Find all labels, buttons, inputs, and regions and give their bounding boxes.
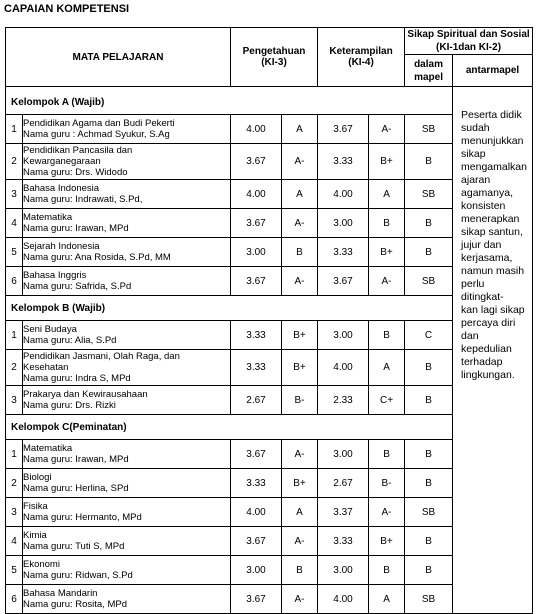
ki3-predicate: A	[282, 498, 318, 527]
ki4-predicate: B	[369, 209, 405, 238]
row-number: 3	[6, 386, 23, 415]
antarmapel-note-line: lingkungan.	[461, 369, 515, 381]
ki4-predicate: A	[369, 585, 405, 614]
ki3-score: 3.00	[231, 238, 282, 267]
antarmapel-note-line: menunjukkan	[461, 135, 524, 147]
ki4-predicate: B+	[369, 144, 405, 180]
header-antarmapel: antarmapel	[453, 55, 533, 87]
ki4-score: 3.00	[318, 440, 369, 469]
antarmapel-note-line: percaya diri dan	[461, 317, 516, 342]
sikap-dalam-mapel: SB	[405, 267, 453, 296]
ki4-predicate: B+	[369, 238, 405, 267]
subject-line: Sejarah Indonesia	[23, 241, 100, 252]
antarmapel-note-line: konsisten	[461, 200, 506, 212]
ki4-score: 4.00	[318, 585, 369, 614]
sikap-dalam-mapel: B	[405, 469, 453, 498]
antarmapel-note-line: agamanya,	[461, 187, 513, 199]
ki4-score: 4.00	[318, 180, 369, 209]
ki3-score: 2.67	[231, 386, 282, 415]
subject-line: Nama guru: Safrida, S.Pd	[23, 281, 132, 292]
header-sikap	[405, 28, 533, 55]
ki3-score: 3.67	[231, 267, 282, 296]
antarmapel-note-line: kerjasama,	[461, 252, 513, 264]
sikap-dalam-mapel: B	[405, 556, 453, 585]
antarmapel-note-line: kepedulian	[461, 343, 512, 355]
subject-cell	[23, 350, 231, 386]
subject-line: Nama guru: Hermanto, MPd	[23, 512, 142, 523]
group-label: Kelompok C(Peminatan)	[6, 415, 453, 440]
sikap-dalam-mapel: C	[405, 321, 453, 350]
row-number: 3	[6, 180, 23, 209]
sikap-dalam-mapel: B	[405, 144, 453, 180]
row-number: 2	[6, 350, 23, 386]
sikap-dalam-mapel: SB	[405, 498, 453, 527]
ki3-predicate: A-	[282, 527, 318, 556]
antarmapel-note-line: perlu ditingkat-	[461, 278, 504, 303]
ki3-predicate: A-	[282, 267, 318, 296]
ki4-score: 3.00	[318, 556, 369, 585]
subject-cell	[23, 209, 231, 238]
ki4-predicate: B-	[369, 469, 405, 498]
ki4-predicate: A-	[369, 267, 405, 296]
subject-cell	[23, 585, 231, 614]
sikap-dalam-mapel: B	[405, 440, 453, 469]
ki3-predicate: A	[282, 115, 318, 144]
subject-line: Nama guru: Ana Rosida, S.Pd, MM	[23, 252, 171, 263]
row-number: 2	[6, 144, 23, 180]
ki3-predicate: B+	[282, 469, 318, 498]
subject-cell	[23, 180, 231, 209]
ki4-score: 4.00	[318, 350, 369, 386]
ki4-predicate: A-	[369, 115, 405, 144]
subject-line: Pendidikan Pancasila dan	[23, 145, 133, 156]
header-sikap-line1: Sikap Spiritual dan Sosial	[407, 29, 530, 40]
antarmapel-note-line: sikap	[461, 148, 486, 160]
subject-line: Nama guru: Herlina, SPd	[23, 483, 129, 494]
ki3-predicate: A	[282, 180, 318, 209]
ki3-predicate: A-	[282, 585, 318, 614]
header-keterampilan-line2: (KI-4)	[348, 57, 374, 68]
subject-cell	[23, 238, 231, 267]
subject-line: Nama guru: Irawan, MPd	[23, 454, 129, 465]
ki3-score: 3.67	[231, 209, 282, 238]
ki3-score: 4.00	[231, 180, 282, 209]
row-number: 4	[6, 209, 23, 238]
ki4-score: 2.33	[318, 386, 369, 415]
ki4-predicate: A-	[369, 498, 405, 527]
subject-line: Bahasa Indonesia	[23, 183, 100, 194]
antarmapel-note-line: ajaran	[461, 174, 491, 186]
subject-line: Nama guru: Indrawati, S.Pd,	[23, 194, 143, 205]
antarmapel-note-line: sikap santun,	[461, 226, 523, 238]
row-number: 2	[6, 469, 23, 498]
ki3-score: 3.33	[231, 469, 282, 498]
antarmapel-note-line: mengamalkan	[461, 161, 527, 173]
sikap-dalam-mapel: B	[405, 527, 453, 556]
ki4-predicate: B	[369, 321, 405, 350]
header-pengetahuan	[231, 28, 318, 87]
subject-line: Seni Budaya	[23, 324, 77, 335]
subject-line: Pendidikan Agama dan Budi Pekerti	[23, 118, 175, 129]
subject-line: Fisika	[23, 501, 48, 512]
subject-line: Nama guru: Drs. Rizki	[23, 400, 116, 411]
ki4-predicate: B	[369, 556, 405, 585]
subject-cell	[23, 321, 231, 350]
ki3-score: 3.33	[231, 350, 282, 386]
subject-line: Ekonomi	[23, 559, 60, 570]
ki3-predicate: B+	[282, 321, 318, 350]
antarmapel-note-line: menerapkan	[461, 213, 520, 225]
ki3-predicate: B+	[282, 350, 318, 386]
header-dalam-line1: dalam	[414, 58, 443, 70]
sikap-dalam-mapel: SB	[405, 585, 453, 614]
subject-cell	[23, 440, 231, 469]
ki3-predicate: B-	[282, 386, 318, 415]
ki4-score: 2.67	[318, 469, 369, 498]
ki4-score: 3.00	[318, 209, 369, 238]
subject-line: Nama guru: Ridwan, S.Pd	[23, 570, 133, 581]
header-mata-pelajaran: MATA PELAJARAN	[6, 28, 231, 87]
ki3-score: 3.67	[231, 440, 282, 469]
antarmapel-note-line: terhadap	[461, 356, 503, 368]
ki3-predicate: A-	[282, 440, 318, 469]
subject-cell	[23, 498, 231, 527]
ki4-predicate: B	[369, 440, 405, 469]
ki4-predicate: A	[369, 350, 405, 386]
row-number: 4	[6, 527, 23, 556]
subject-line: Nama guru: Indra S, MPd	[23, 373, 131, 384]
subject-line: Nama guru: Irawan, MPd	[23, 223, 129, 234]
header-pengetahuan-line1: Pengetahuan	[242, 46, 306, 57]
ki3-score: 3.67	[231, 144, 282, 180]
ki4-score: 3.33	[318, 527, 369, 556]
ki4-score: 3.00	[318, 321, 369, 350]
header-sikap-line2: (KI-1dan KI-2)	[436, 42, 502, 53]
ki3-score: 4.00	[231, 115, 282, 144]
row-number: 5	[6, 238, 23, 267]
subject-line: Nama guru: Rosita, MPd	[23, 599, 128, 610]
header-dalam-mapel	[405, 55, 453, 87]
header-keterampilan-line1: Keterampilan	[329, 46, 393, 57]
subject-cell	[23, 527, 231, 556]
ki3-predicate: A-	[282, 144, 318, 180]
group-label: Kelompok B (Wajib)	[6, 296, 453, 321]
subject-line: Pendidikan Jasmani, Olah Raga, dan	[23, 351, 180, 362]
ki4-score: 3.33	[318, 144, 369, 180]
group-row	[6, 87, 533, 115]
subject-line: Bahasa Mandarin	[23, 588, 98, 599]
ki3-score: 3.67	[231, 527, 282, 556]
ki3-score: 3.00	[231, 556, 282, 585]
ki4-score: 3.33	[318, 238, 369, 267]
ki3-predicate: B	[282, 238, 318, 267]
subject-line: Matematika	[23, 443, 73, 454]
subject-cell	[23, 144, 231, 180]
subject-line: Biologi	[23, 472, 52, 483]
group-label: Kelompok A (Wajib)	[6, 87, 453, 115]
subject-line: Matematika	[23, 212, 73, 223]
subject-line: Kesehatan	[23, 362, 69, 373]
antarmapel-note-line: kan lagi sikap	[461, 304, 525, 316]
sikap-dalam-mapel: B	[405, 238, 453, 267]
subject-line: Bahasa Inggris	[23, 270, 87, 281]
sikap-dalam-mapel: B	[405, 386, 453, 415]
ki4-predicate: C+	[369, 386, 405, 415]
subject-cell	[23, 556, 231, 585]
ki4-score: 3.67	[318, 267, 369, 296]
header-pengetahuan-line2: (KI-3)	[261, 57, 287, 68]
row-number: 1	[6, 440, 23, 469]
ki4-predicate: A	[369, 180, 405, 209]
competency-table	[5, 27, 533, 614]
subject-line: Nama guru : Achmad Syukur, S.Ag	[23, 129, 170, 140]
ki4-predicate: B+	[369, 527, 405, 556]
subject-line: Kewarganegaraan	[23, 156, 101, 167]
antarmapel-note-line: Peserta didik	[461, 109, 522, 121]
subject-cell	[23, 386, 231, 415]
section-title: CAPAIAN KOMPETENSI	[4, 3, 130, 15]
subject-line: Prakarya dan Kewirausahaan	[23, 389, 148, 400]
header-keterampilan	[318, 28, 405, 87]
subject-cell	[23, 469, 231, 498]
row-number: 1	[6, 321, 23, 350]
subject-line: Nama guru: Tuti S, MPd	[23, 541, 125, 552]
ki3-score: 3.67	[231, 585, 282, 614]
subject-cell	[23, 267, 231, 296]
subject-cell	[23, 115, 231, 144]
antarmapel-note	[453, 87, 533, 614]
sikap-dalam-mapel: SB	[405, 115, 453, 144]
ki4-score: 3.67	[318, 115, 369, 144]
antarmapel-note-line: namun masih	[461, 265, 525, 277]
header-dalam-line2: mapel	[414, 71, 443, 83]
row-number: 3	[6, 498, 23, 527]
antarmapel-note-line: sudah	[461, 122, 490, 134]
ki3-score: 4.00	[231, 498, 282, 527]
subject-line: Nama guru: Drs. Widodo	[23, 167, 128, 178]
subject-line: Kimia	[23, 530, 47, 541]
ki3-predicate: A-	[282, 209, 318, 238]
antarmapel-note-line: jujur dan	[461, 239, 502, 251]
row-number: 1	[6, 115, 23, 144]
ki4-score: 3.37	[318, 498, 369, 527]
sikap-dalam-mapel: SB	[405, 180, 453, 209]
ki3-predicate: B	[282, 556, 318, 585]
sikap-dalam-mapel: B	[405, 209, 453, 238]
subject-line: Nama guru: Alia, S.Pd	[23, 335, 117, 346]
report-body	[6, 87, 533, 614]
sikap-dalam-mapel: B	[405, 350, 453, 386]
row-number: 6	[6, 267, 23, 296]
row-number: 6	[6, 585, 23, 614]
row-number: 5	[6, 556, 23, 585]
ki3-score: 3.33	[231, 321, 282, 350]
